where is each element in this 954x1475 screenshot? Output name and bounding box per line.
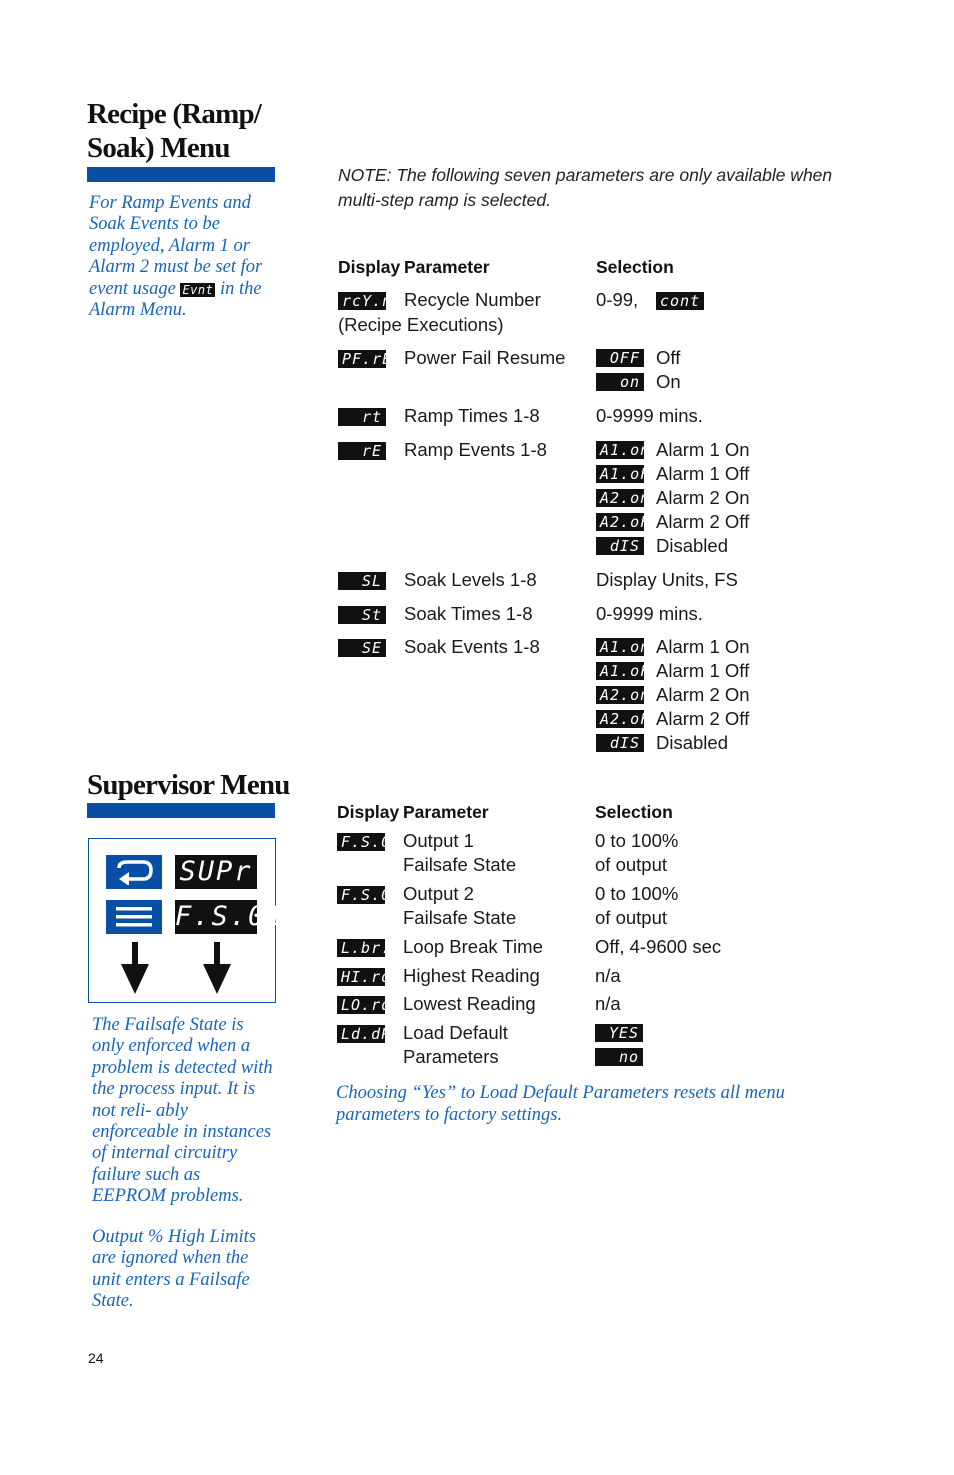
option-row: on On: [596, 370, 681, 394]
display-lcd: rE: [338, 442, 386, 460]
display-lcd: SL: [338, 572, 386, 590]
down-arrow-icon: [201, 942, 233, 994]
supervisor-header-parameter: Parameter: [403, 802, 489, 822]
selection-options: [596, 635, 750, 755]
supervisor-side-note-1: The Failsafe State is only enforced when a problem is detected with the process input. It is not reli- ably enforceable in instances of internal circuitry failure such as EEPROM problems.: [92, 1015, 273, 1207]
parameter-label-2: (Recipe Executions): [338, 314, 504, 335]
option-row: A2.oF Alarm 2 Off: [596, 707, 750, 731]
panel-lcd-bottom: F.S.01: [175, 901, 285, 932]
selection-options: [595, 1021, 643, 1069]
selection-lcd: cont: [656, 292, 704, 311]
recipe-title: Recipe (Ramp/ Soak) Menu: [87, 98, 262, 164]
selection-text: 0-9999 mins.: [596, 405, 703, 426]
option-row: A1.on Alarm 1 On: [596, 438, 750, 462]
table-row: [338, 572, 386, 591]
display-lcd: St: [338, 606, 386, 624]
option-row: dIS Disabled: [596, 731, 750, 755]
parameter-label: Highest Reading: [403, 965, 540, 986]
supervisor-title: Supervisor Menu: [87, 769, 290, 801]
parameter-label: Ramp Times 1-8: [404, 405, 540, 426]
selection-text: Off, 4-9600 sec: [595, 936, 722, 957]
supervisor-header-display: Display: [337, 802, 400, 822]
display-lcd: SE: [338, 639, 386, 657]
parameter-label: Output 2 Failsafe State: [403, 883, 517, 928]
display-lcd: L.br.t: [337, 939, 385, 957]
display-lcd: Ld.dP: [337, 1025, 385, 1043]
table-row: [337, 996, 392, 1015]
table-row: [337, 968, 392, 987]
display-lcd: PF.rE: [338, 350, 386, 368]
cycle-key: [106, 855, 162, 889]
option-row: OFF Off: [596, 346, 681, 370]
supervisor-header-selection: Selection: [595, 802, 673, 822]
parameter-label: Ramp Events 1-8: [404, 439, 547, 460]
parameter-label: Soak Levels 1-8: [404, 569, 537, 590]
selection-text: 0 to 100% of output: [595, 883, 679, 928]
recipe-side-note: For Ramp Events and Soak Events to be employed, Alarm 1 or Alarm 2 must be set for event usage Evnt in the Alarm Menu.: [89, 193, 263, 321]
option-row: A1.oF Alarm 1 Off: [596, 462, 750, 486]
selection-options: [596, 346, 681, 394]
menu-lines-icon: [114, 904, 154, 930]
keypad-panel: [88, 838, 285, 1003]
selection-options: [596, 438, 750, 558]
table-row: [338, 442, 386, 461]
option-row: A1.on Alarm 1 On: [596, 635, 750, 659]
option-row: A2.oF Alarm 2 Off: [596, 510, 750, 534]
parameter-label: Power Fail Resume: [404, 347, 566, 368]
parameter-label: Recycle Number: [404, 289, 541, 310]
selection-text: Display Units, FS: [596, 569, 738, 590]
parameter-label: Soak Times 1-8: [404, 603, 533, 624]
cycle-arrow-icon: [113, 859, 155, 885]
display-lcd: rcY.n: [338, 292, 386, 310]
table-row: [338, 408, 386, 427]
option-row: A2.on Alarm 2 On: [596, 486, 750, 510]
page-number: 24: [88, 1350, 104, 1366]
table-row: [337, 1025, 392, 1044]
supervisor-title-bar: [87, 803, 275, 818]
supervisor-footer-note: Choosing “Yes” to Load Default Parameters resets all menu parameters to factory settings.: [336, 1083, 785, 1125]
option-row: dIS Disabled: [596, 534, 750, 558]
recipe-title-bar: [87, 167, 275, 182]
option-row: no: [595, 1045, 643, 1069]
table-row: [338, 639, 386, 658]
parameter-label: Lowest Reading: [403, 993, 536, 1014]
display-lcd: F.S.01: [337, 833, 385, 851]
recipe-note: NOTE: The following seven parameters are only available when multi-step ramp is selected.: [338, 165, 833, 210]
recipe-header-parameter: Parameter: [404, 257, 490, 277]
parameter-label: Output 1 Failsafe State: [403, 830, 517, 875]
display-lcd: LO.rd: [337, 996, 385, 1014]
parameter-label: Load Default Parameters: [403, 1022, 508, 1067]
parameter-label: Loop Break Time: [403, 936, 543, 957]
option-row: A1.oF Alarm 1 Off: [596, 659, 750, 683]
table-row: [338, 350, 393, 369]
display-lcd: HI.rd: [337, 968, 385, 986]
recipe-header-display: Display: [338, 257, 401, 277]
down-arrow-icon: [119, 942, 151, 994]
menu-key: [106, 900, 162, 934]
table-row: [338, 606, 386, 625]
panel-lcd-top: SUPr: [175, 855, 257, 889]
recipe-header-selection: Selection: [596, 257, 674, 277]
table-row: [337, 886, 402, 905]
selection-text: 0-9999 mins.: [596, 603, 703, 624]
display-lcd: rt: [338, 408, 386, 426]
selection-text: 0-99,: [596, 289, 639, 310]
option-row: YES: [595, 1021, 643, 1045]
supervisor-side-note-2: Output % High Limits are ignored when the unit enters a Failsafe State.: [92, 1227, 256, 1312]
table-row: [338, 292, 393, 311]
display-lcd: F.S.02: [337, 886, 385, 904]
table-row: [337, 833, 402, 852]
selection-text: n/a: [595, 965, 621, 986]
event-lcd-icon: Evnt: [182, 282, 214, 297]
option-row: A2.on Alarm 2 On: [596, 683, 750, 707]
parameter-label: Soak Events 1-8: [404, 636, 540, 657]
selection-text: n/a: [595, 993, 621, 1014]
table-row: [337, 939, 402, 958]
selection-text: 0 to 100% of output: [595, 830, 679, 875]
